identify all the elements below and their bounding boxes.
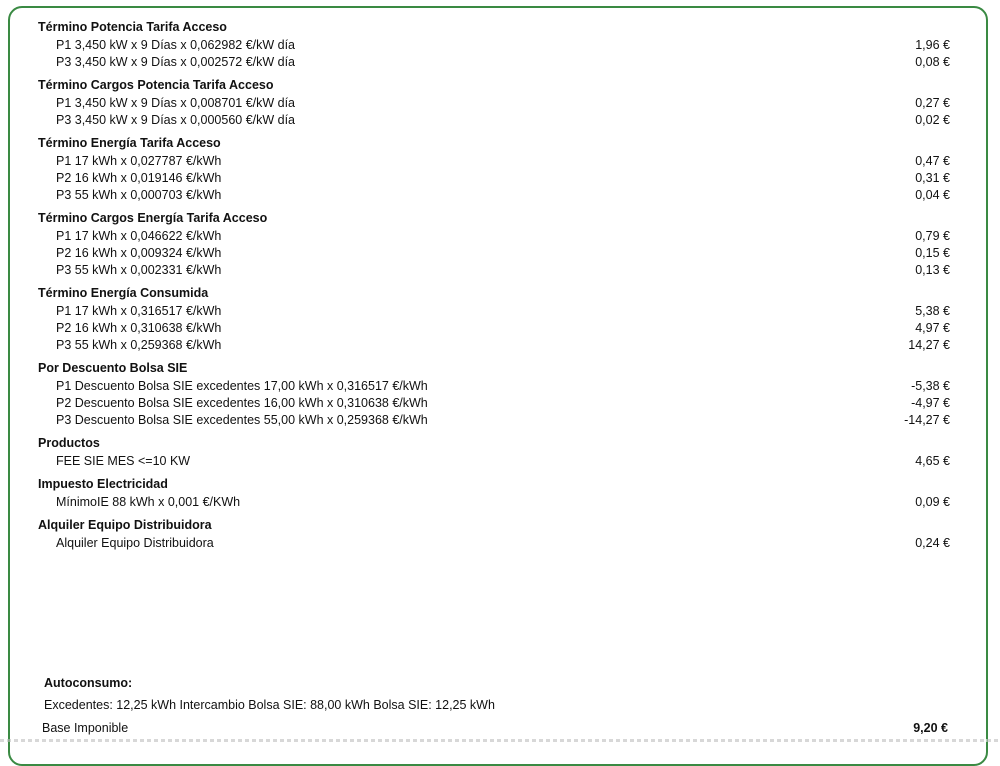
charge-amount: 0,04 €: [915, 188, 950, 202]
charge-line: [38, 395, 950, 412]
autoconsumo-block: [44, 673, 950, 715]
charge-line: [38, 453, 950, 470]
charge-amount: 0,09 €: [915, 495, 950, 509]
charge-amount: 4,97 €: [915, 321, 950, 335]
charge-line: [38, 170, 950, 187]
charge-amount: -5,38 €: [911, 379, 950, 393]
charge-description: MínimoIE 88 kWh x 0,001 €/KWh: [56, 495, 241, 509]
section-title: Impuesto Electricidad: [38, 477, 168, 491]
base-imponible-amount: 9,20 €: [913, 721, 948, 735]
section-title: Término Cargos Potencia Tarifa Acceso: [38, 78, 274, 92]
charge-description: P2 16 kWh x 0,019146 €/kWh: [56, 171, 222, 185]
charge-line: [38, 494, 950, 511]
section-title: Alquiler Equipo Distribuidora: [38, 518, 212, 532]
charge-amount: 0,13 €: [915, 263, 950, 277]
charge-line: [38, 112, 950, 129]
charge-description: P1 17 kWh x 0,046622 €/kWh: [56, 229, 222, 243]
autoconsumo-title: Autoconsumo:: [44, 676, 133, 690]
charge-amount: 0,02 €: [915, 113, 950, 127]
charge-description: P3 55 kWh x 0,002331 €/kWh: [56, 263, 222, 277]
base-imponible-label: Base Imponible: [42, 721, 129, 735]
charge-description: FEE SIE MES <=10 KW: [56, 454, 191, 468]
charge-section: [38, 75, 950, 133]
section-title: Productos: [38, 436, 100, 450]
charge-description: P2 16 kWh x 0,009324 €/kWh: [56, 246, 222, 260]
charge-line: [38, 303, 950, 320]
charge-section: [38, 133, 950, 208]
charge-description: Alquiler Equipo Distribuidora: [56, 536, 214, 550]
charge-line: [38, 54, 950, 71]
charge-amount: 0,15 €: [915, 246, 950, 260]
section-title: Término Energía Consumida: [38, 286, 209, 300]
charge-line: [38, 245, 950, 262]
charge-section: [38, 433, 950, 474]
charge-description: P3 3,450 kW x 9 Días x 0,002572 €/kW día: [56, 55, 296, 69]
charge-line: [38, 228, 950, 245]
charge-section: [38, 358, 950, 433]
charge-line: [38, 37, 950, 54]
charge-line: [38, 412, 950, 429]
charge-amount: 0,31 €: [915, 171, 950, 185]
charge-description: P3 55 kWh x 0,000703 €/kWh: [56, 188, 222, 202]
charge-section: [38, 283, 950, 358]
charge-amount: 14,27 €: [908, 338, 950, 352]
charge-line: [38, 378, 950, 395]
charge-amount: 0,79 €: [915, 229, 950, 243]
charge-line: [38, 535, 950, 552]
charge-amount: 0,24 €: [915, 536, 950, 550]
charge-amount: -4,97 €: [911, 396, 950, 410]
charge-description: P2 16 kWh x 0,310638 €/kWh: [56, 321, 222, 335]
section-title: Término Cargos Energía Tarifa Acceso: [38, 211, 268, 225]
charge-section: [38, 208, 950, 283]
charge-line: [38, 262, 950, 279]
charge-amount: 0,08 €: [915, 55, 950, 69]
charge-line: [38, 337, 950, 354]
autoconsumo-text: Excedentes: 12,25 kWh Intercambio Bolsa SIE: 88,00 kWh Bolsa SIE: 12,25 kWh: [44, 698, 495, 712]
charge-description: P3 Descuento Bolsa SIE excedentes 55,00 kWh x 0,259368 €/kWh: [56, 413, 428, 427]
charge-description: P1 3,450 kW x 9 Días x 0,062982 €/kW día: [56, 38, 296, 52]
charge-description: P1 17 kWh x 0,027787 €/kWh: [56, 154, 222, 168]
charge-amount: 0,27 €: [915, 96, 950, 110]
charge-line: [38, 187, 950, 204]
charge-amount: 4,65 €: [915, 454, 950, 468]
charge-description: P1 17 kWh x 0,316517 €/kWh: [56, 304, 222, 318]
charge-amount: 1,96 €: [915, 38, 950, 52]
charge-description: P1 Descuento Bolsa SIE excedentes 17,00 kWh x 0,316517 €/kWh: [56, 379, 428, 393]
charge-amount: -14,27 €: [904, 413, 950, 427]
charge-description: P3 55 kWh x 0,259368 €/kWh: [56, 338, 222, 352]
section-title: Término Energía Tarifa Acceso: [38, 136, 221, 150]
charge-description: P2 Descuento Bolsa SIE excedentes 16,00 kWh x 0,310638 €/kWh: [56, 396, 428, 410]
charge-description: P3 3,450 kW x 9 Días x 0,000560 €/kW día: [56, 113, 296, 127]
charge-amount: 0,47 €: [915, 154, 950, 168]
charge-line: [38, 153, 950, 170]
charge-section: [38, 474, 950, 515]
section-title: Por Descuento Bolsa SIE: [38, 361, 188, 375]
charge-line: [38, 320, 950, 337]
charge-description: P1 3,450 kW x 9 Días x 0,008701 €/kW día: [56, 96, 296, 110]
base-imponible-row: [42, 718, 948, 738]
charge-section: [38, 515, 950, 556]
invoice-detail: [38, 17, 950, 556]
section-title: Término Potencia Tarifa Acceso: [38, 20, 227, 34]
charge-line: [38, 95, 950, 112]
charge-amount: 5,38 €: [915, 304, 950, 318]
charge-section: [38, 17, 950, 75]
